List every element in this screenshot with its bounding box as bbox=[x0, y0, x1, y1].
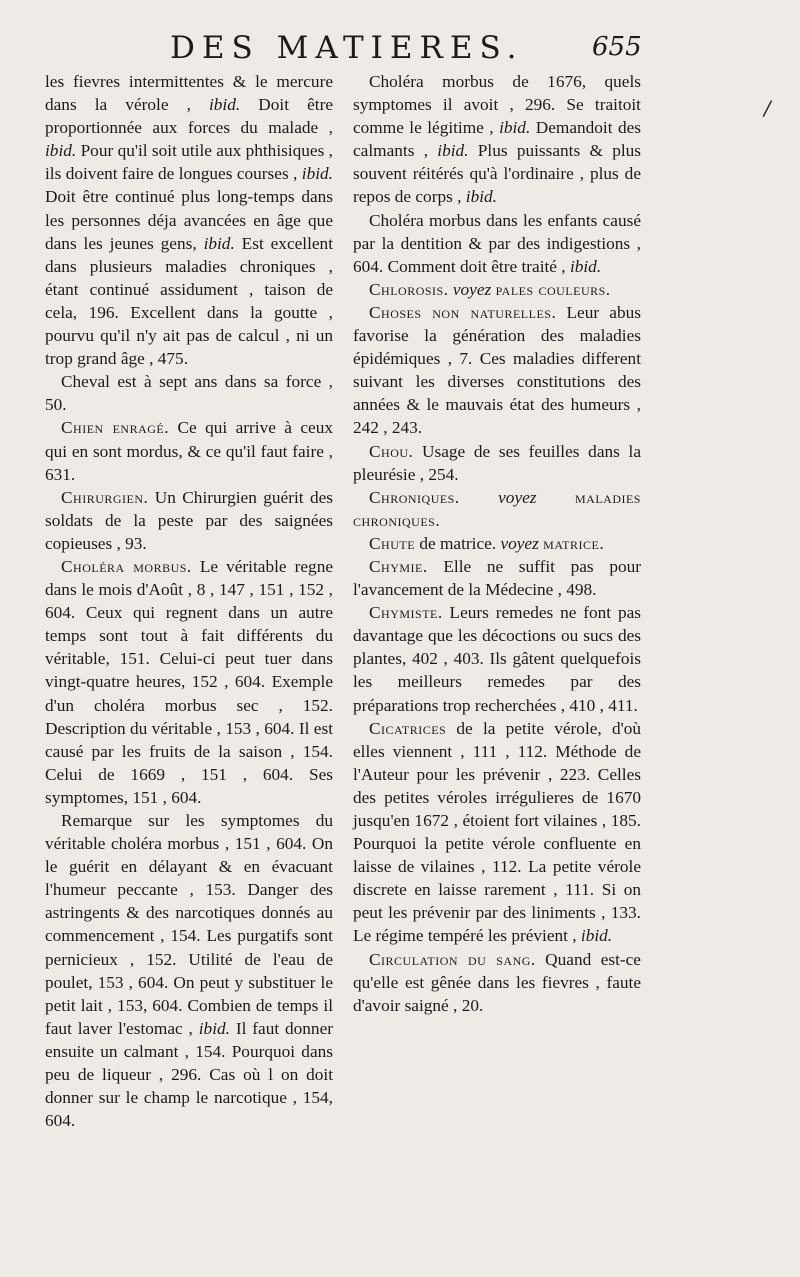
entry-heading: Choléra morbus. bbox=[61, 556, 192, 576]
entry-heading: Choses non naturelles. bbox=[369, 302, 557, 322]
entry-text: Il faut donner ensuite un calmant , 154. Pourquoi dans peu de liqueur , 296. Cas où l on doit donner sur le champ le narcotique , 154, 604. bbox=[45, 1018, 333, 1131]
entry-text: Est excellent dans plusieurs maladies chroniques , étant continué assidument , taison de cela, 196. Excellent dans la goutte , pourvu qu'il n'y ait pas de calcul , ni un trop grand âge , 475. bbox=[45, 233, 333, 369]
index-entry bbox=[353, 532, 641, 555]
entry-heading: Circulation du sang. bbox=[369, 949, 536, 969]
entry-text: Doit être continué plus long-temps dans les personnes déja avancées en âge que dans les jeunes gens, bbox=[45, 187, 333, 253]
index-entry bbox=[45, 70, 333, 370]
index-entry bbox=[353, 555, 641, 601]
entry-heading: Chou. bbox=[369, 441, 414, 461]
index-entry bbox=[353, 209, 641, 278]
index-entry bbox=[353, 486, 641, 532]
italic-text: ibid. bbox=[499, 118, 531, 138]
italic-text: ibid. bbox=[198, 1018, 230, 1038]
entry-text: Cheval est à sept ans dans sa force , 50. bbox=[45, 372, 333, 415]
entry-text: de matrice. bbox=[415, 533, 501, 553]
italic-text: ibid. bbox=[437, 141, 469, 161]
index-entry bbox=[353, 301, 641, 440]
entry-heading: Chien enragé. bbox=[61, 418, 170, 438]
italic-text: ibid. bbox=[569, 256, 602, 276]
entry-heading: Chirurgien. bbox=[61, 487, 149, 507]
italic-text: ibid. bbox=[45, 141, 77, 161]
right-column bbox=[353, 70, 641, 1017]
entry-text: Le véritable regne dans le mois d'Août , 8 , 147 , 151 , 152 , 604. Ceux qui regnent dans un autre temps sont tout à fait différents du véritable, 151. Celui-ci peut tuer dans vingt-quatre heures, 152 , 604. Exemple d'un choléra morbus sec , 152. Description du véritable , 153 , 604. Il est causé par les fruits de la saison , 154. Celui de 1669 , 151 , 604. Ses symptomes, 151 , 604. bbox=[45, 556, 334, 807]
entry-heading: maladies chroniques. bbox=[353, 487, 641, 530]
entry-text: de la petite vérole, d'où elles viennent , 111 , 112. Méthode de l'Auteur pour les prévenir , 223. Celles des petites véroles irrégulieres de 1670 jusqu'en 1672 , étoient fort vilaines , 185. Pourquoi la petite vérole confluente en laisse de vilaines , 112. La petite vérole discrete en laisse rarement , 111. Si on peut les prévenir par des liniments , 133. Le régime tempéré les prévient , bbox=[353, 718, 641, 946]
index-entry bbox=[353, 601, 641, 716]
entry-heading: Chymie. bbox=[369, 556, 428, 576]
entry-heading: Chute bbox=[369, 533, 416, 553]
entry-heading: Chroniques. bbox=[369, 487, 460, 507]
italic-text: ibid. bbox=[465, 187, 497, 207]
entry-text: Usage de ses feuilles dans la pleurésie , 254. bbox=[353, 441, 641, 484]
entry-heading: Chymiste. bbox=[369, 603, 443, 623]
index-entry bbox=[353, 440, 641, 486]
entry-text bbox=[537, 488, 575, 507]
margin-mark: / bbox=[764, 96, 771, 120]
entry-text: Quand est-ce qu'elle est gênée dans les fievres , faute d'avoir saigné , 20. bbox=[353, 949, 641, 1015]
index-entry bbox=[45, 555, 333, 809]
entry-text: Ce qui arrive à ceux qui en sont mordus, & ce qu'il faut faire , 631. bbox=[45, 418, 333, 484]
index-entry bbox=[45, 486, 333, 555]
entry-text: Plus puissants & plus souvent réitérés qu'à l'ordinaire , plus de repos de corps , bbox=[353, 141, 641, 207]
entry-text: Demandoit des calmants , bbox=[353, 118, 641, 161]
italic-text: voyez bbox=[452, 279, 492, 299]
entry-text: Doit être proportionnée aux forces du malade , bbox=[45, 95, 333, 138]
entry-text: Leurs remedes ne font pas davantage que les décoctions ou sucs des plantes, 402 , 403. Ils gâtent quelquefois les meilleurs remedes par des préparations trop recherchées , 410 , 411. bbox=[353, 603, 641, 715]
entry-text: Un Chirurgien guérit des soldats de la peste par des saignées copieuses , 93. bbox=[45, 487, 333, 553]
italic-text: ibid. bbox=[203, 233, 235, 253]
page-number: 655 bbox=[592, 32, 642, 62]
italic-text: voyez bbox=[500, 533, 539, 553]
index-entry bbox=[353, 70, 641, 209]
entry-heading: matrice. bbox=[543, 533, 605, 553]
entry-text: Leur abus favorise la génération des maladies épidémiques , 7. Ces maladies different suivant les diverses constitutions des années & le mauvais état des humeurs , 242 , 243. bbox=[353, 302, 641, 438]
italic-text: ibid. bbox=[580, 926, 613, 946]
index-entry bbox=[353, 717, 641, 948]
entry-heading: Chlorosis. bbox=[369, 279, 449, 299]
index-entry bbox=[353, 278, 641, 301]
index-entry bbox=[45, 370, 333, 416]
index-entry bbox=[353, 948, 641, 1017]
entry-text: Choléra morbus de 1676, quels symptomes il avoit , 296. Se traitoit comme le légitime , bbox=[353, 72, 641, 138]
italic-text: voyez bbox=[498, 487, 537, 507]
entry-heading: Cicatrices bbox=[369, 718, 447, 738]
entry-text bbox=[460, 488, 498, 507]
page-header bbox=[0, 30, 800, 70]
italic-text: ibid. bbox=[301, 164, 333, 184]
left-column bbox=[45, 70, 333, 1132]
entry-text: Elle ne suffit pas pour l'avancement de la Médecine , 498. bbox=[353, 556, 641, 600]
index-entry bbox=[45, 416, 333, 485]
italic-text: ibid. bbox=[208, 95, 241, 115]
running-head: DES MATIERES. bbox=[170, 30, 524, 66]
entry-text: Choléra morbus dans les enfants causé par la dentition & par des indigestions , 604. Comment doit être traité , bbox=[353, 210, 641, 276]
index-entry bbox=[45, 809, 333, 1132]
entry-text: les fievres intermittentes & le mercure dans la vérole , bbox=[45, 72, 333, 115]
entry-heading: pales couleurs. bbox=[495, 279, 611, 299]
entry-text: Remarque sur les symptomes du véritable choléra morbus , 151 , 604. On le guérit en délayant & en évacuant l'humeur peccante , 153. Danger des astringents & des narcotiques donnés au commencement , 154. Les purgatifs sont pernicieux , 152. Utilité de l'eau de poulet, 153 , 604. On peut y substituer le petit lait , 153, 604. Combien de temps il faut laver l'estomac , bbox=[45, 811, 333, 1038]
entry-text: Pour qu'il soit utile aux phthisiques , ils doivent faire de longues courses , bbox=[45, 141, 333, 184]
